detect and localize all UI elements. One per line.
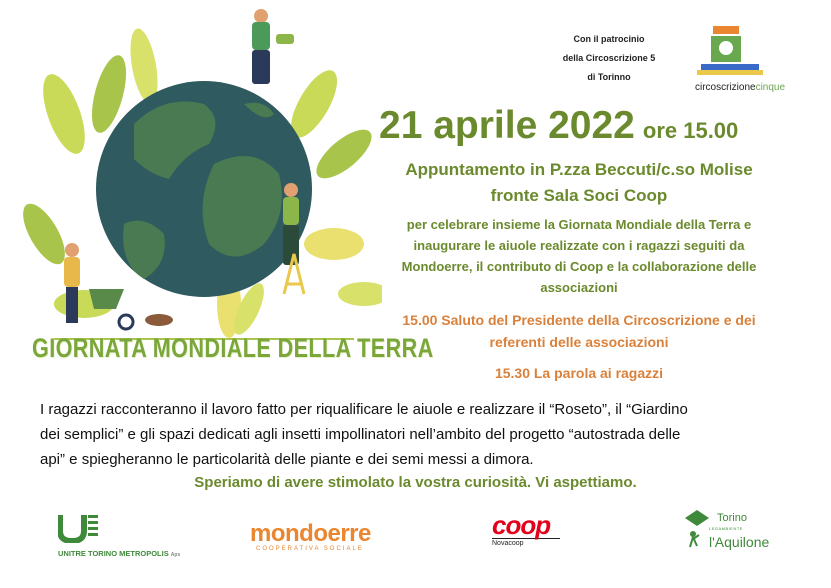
patronage-line-3: di Torinno [587, 72, 631, 82]
program-item-1-line-2: referenti delle associazioni [489, 334, 669, 350]
mondoerre-logo [250, 522, 400, 556]
event-date: 21 aprile 2022 [379, 104, 635, 147]
event-purpose [370, 214, 788, 298]
aquilone-small: LEGAMBIENTE [709, 526, 743, 531]
patronage-line-2: della Circoscrizione 5 [562, 53, 656, 63]
unitre-name: UNITRE TORINO METROPOLIS [58, 549, 169, 558]
coop-logo [492, 512, 560, 554]
closing-line: Speriamo di avere stimolato la vostra curiosità. Vi aspettiamo. [194, 474, 637, 491]
event-time: ore 15.00 [642, 118, 739, 143]
earth-day-banner: GIORNATA MONDIALE DELLA TERRA [32, 333, 434, 363]
event-purpose-line: per celebrare insieme la Giornata Mondiale della Terra e [406, 217, 752, 232]
coop-name: coop [492, 512, 560, 538]
program-item-1 [370, 309, 788, 353]
body-line: I ragazzi racconteranno il lavoro fatto per riqualificare le aiuole e realizzare il “Roseto”, il “Giardino [40, 401, 688, 418]
event-purpose-line: Mondoerre, il contributo di Coop e la collaborazione delle [401, 259, 757, 274]
circoscrizione-emblem-icon [695, 26, 767, 76]
aquilone-logo [683, 508, 775, 558]
program-item-1-line-1: 15.00 Saluto del Presidente della Circoscrizione e dei [402, 312, 756, 328]
event-purpose-line: inaugurare le aiuole realizzate con i ragazzi seguiti da [413, 238, 745, 253]
circoscrizione-logo [695, 26, 786, 93]
event-purpose-line: associazioni [540, 280, 618, 295]
patronage-text [545, 30, 673, 87]
body-line: dei semplici” e gli spazi dedicati agli insetti impollinatori nell’ambito del progetto “autostrada delle [40, 426, 681, 443]
person-watering [252, 9, 294, 84]
unitre-suffix: Aps [170, 552, 181, 558]
mondoerre-subtitle: COOPERATIVA SOCIALE [256, 546, 364, 552]
aquilone-city: Torino [717, 512, 747, 524]
event-date-line [379, 104, 738, 148]
unitre-emblem-icon [58, 513, 100, 543]
mondoerre-name: mondoerre [250, 520, 371, 547]
circoscrizione-logo-text-a: circoscrizione [695, 82, 756, 93]
aquilone-name: l'Aquilone [709, 534, 770, 550]
event-place [370, 157, 788, 209]
program-item-2: 15.30 La parola ai ragazzi [494, 365, 664, 381]
body-line: api” e spiegheranno le particolarità delle piante e dei semi messi a dimora. [40, 451, 534, 468]
earth-day-illustration [14, 4, 382, 374]
unitre-logo [58, 513, 218, 561]
event-place-line-1: Appuntamento in P.zza Beccuti/c.so Molise [405, 160, 753, 179]
coop-subtitle: Novacoop [492, 538, 560, 547]
patronage-line-1: Con il patrocinio [573, 34, 645, 44]
event-place-line-2: fronte Sala Soci Coop [490, 186, 668, 205]
circoscrizione-logo-text-b: cinque [755, 82, 786, 93]
body-paragraph [40, 397, 800, 472]
